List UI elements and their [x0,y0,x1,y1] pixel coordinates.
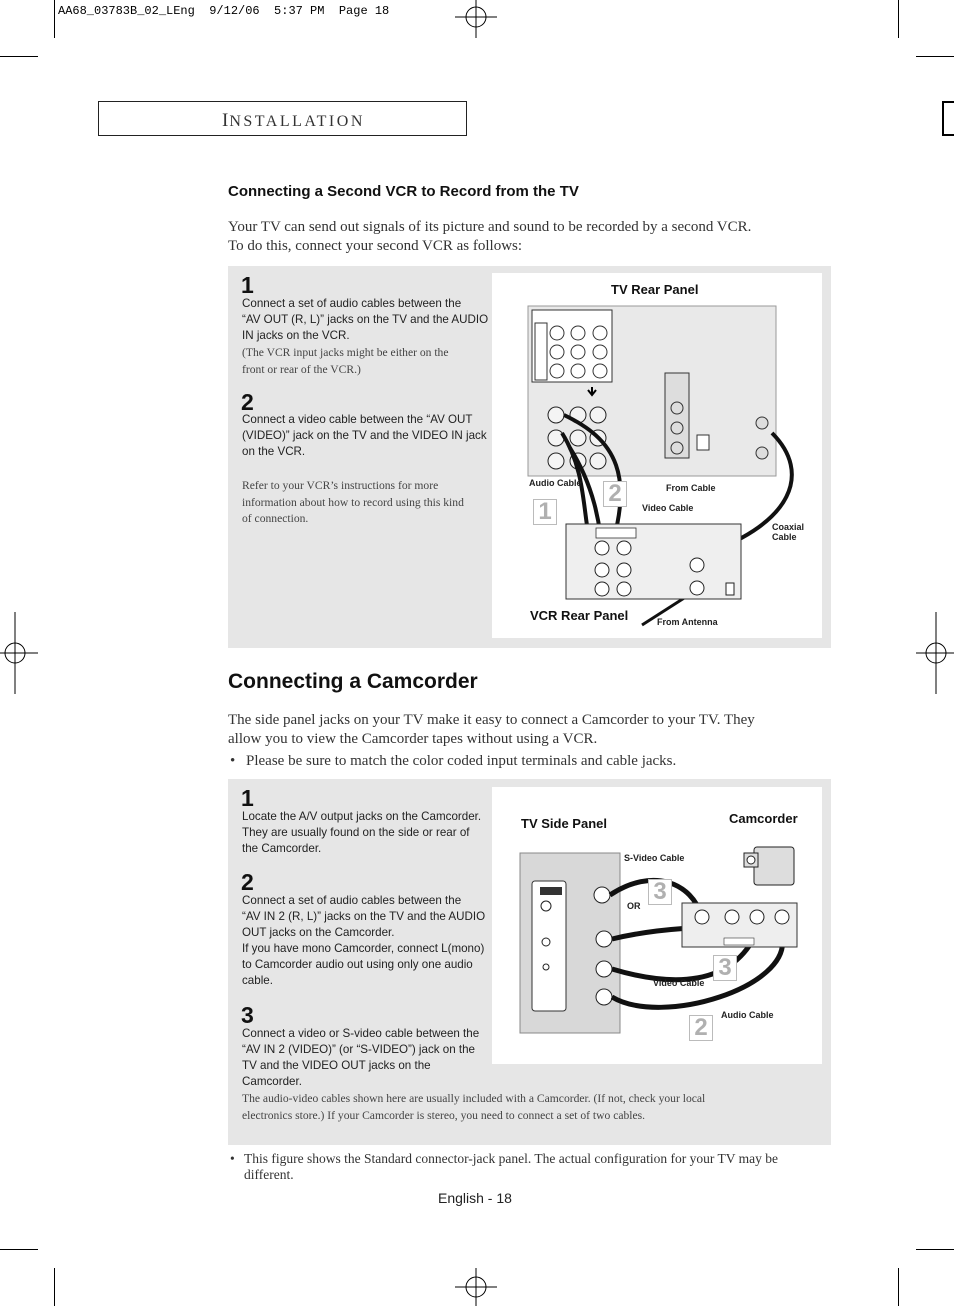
registration-mark [0,612,38,694]
crop-mark [0,1249,38,1250]
callout-number: 2 [689,1015,713,1041]
video-cable-label: Video Cable [653,978,705,988]
vcr-intro-line1: Your TV can send out signals of its picture and sound to be recorded by a second VCR. [228,219,752,235]
camcorder-step3-line: Connect a video or S-video cable between the [242,1027,480,1040]
vcr-step2-note-line: information about how to record using this kind [242,495,464,509]
camcorder-intro-line1: The side panel jacks on your TV make it easy to connect a Camcorder to your TV. They [228,712,755,728]
audio-cable-label: Audio Cable [721,1010,774,1020]
svideo-cable-label: S-Video Cable [624,853,685,863]
camcorder-step3-line: TV and the VIDEO OUT jacks on the [242,1059,431,1072]
registration-mark [916,612,954,694]
crop-mark [54,1268,55,1306]
coaxial-cable-label-line: Coaxial [772,522,805,532]
camcorder-step1-line: Locate the A/V output jacks on the Camcorder. [242,810,482,823]
vcr-step2-note-line: of connection. [242,512,309,525]
camcorder-note [242,1091,822,1124]
registration-mark [455,0,497,38]
camcorder-bullet: Please be sure to match the color coded input terminals and cable jacks. [246,753,677,769]
from-cable-label: From Cable [666,483,716,493]
camcorder-step2-line: OUT jacks on the Camcorder. [242,926,395,939]
camcorder-section-title: Connecting a Camcorder [228,670,478,693]
callout-number: 3 [713,955,737,981]
camcorder-step3-text [242,1026,492,1090]
bottom-bullet-line: different. [244,1167,294,1182]
camcorder-label: Camcorder [729,811,798,826]
vcr-step1-number: 1 [241,272,254,298]
bottom-bullet [244,1151,834,1183]
camcorder-note-line: electronics store.) If your Camcorder is stereo, you need to connect a set of two cables. [242,1108,646,1122]
camcorder-step2-line: to Camcorder audio out using only one audio [242,958,473,971]
vcr-rear-panel-shape [566,524,741,599]
camcorder-step3-line: Camcorder. [242,1075,302,1088]
camcorder-step3-number: 3 [241,1002,254,1028]
vcr-step1-note-line: front or rear of the VCR.) [242,362,361,376]
section-rest: NSTALLATION [229,113,365,130]
crop-mark [0,56,38,57]
vcr-step2-note-line: Refer to your VCR’s instructions for more [242,479,439,492]
tv-side-panel-label: TV Side Panel [521,816,607,831]
audio-cable-label: Audio Cable [529,478,582,488]
vcr-step1-line: Connect a set of audio cables between the [242,297,462,310]
camcorder-step1-number: 1 [241,785,254,811]
video-cable-label: Video Cable [642,503,694,513]
or-label: OR [627,901,641,911]
vcr-step1-line: IN jacks on the VCR. [242,329,350,342]
camcorder-intro-line2: allow you to view the Camcorder tapes without using a VCR. [228,731,598,747]
crop-mark [898,1268,899,1306]
section-first-letter: I [222,110,230,131]
vcr-step2-line: Connect a video cable between the “AV OUT [242,413,473,426]
vcr-section-title: Connecting a Second VCR to Record from the TV [228,183,579,200]
audio-cable-line [612,937,783,1007]
print-slug: AA68_03783B_02_LEng 9/12/06 5:37 PM Page 18 [58,4,390,18]
camcorder-step2-line: Connect a set of audio cables between the [242,894,462,907]
bullet-icon: • [230,753,236,769]
camcorder-step2-line: cable. [242,974,273,987]
camcorder-step2-number: 2 [241,869,254,895]
camcorder-step1-text [242,809,492,857]
crop-mark [898,0,899,38]
camcorder-step2-text [242,893,492,989]
tv-rear-panel-label: TV Rear Panel [611,282,699,297]
vcr-intro-line2: To do this, connect your second VCR as follows: [228,238,523,254]
crop-mark [54,0,55,38]
vcr-step1-note [242,345,449,378]
camcorder-note-line: The audio-video cables shown here are usually included with a Camcorder. (If not, check your local [242,1092,706,1105]
camcorder-step2-line: If you have mono Camcorder, connect L(mono) [242,942,485,955]
callout-number: 1 [533,499,557,525]
camcorder-step1-line: the Camcorder. [242,842,322,855]
coaxial-cable-label-line: Cable [772,532,797,542]
crop-mark [916,1249,954,1250]
vcr-step2-line: on the VCR. [242,445,306,458]
vcr-step1-note-line: (The VCR input jacks might be either on the [242,346,449,359]
from-antenna-label: From Antenna [657,617,718,627]
camcorder-step2-line: “AV IN 2 (R, L)” jacks on the TV and the AUDIO [242,910,486,923]
crop-mark [916,56,954,57]
coaxial-cable-label [772,522,804,542]
vcr-step1-text [242,296,492,344]
vcr-step2-number: 2 [241,389,254,415]
vcr-step1-line: “AV OUT (R, L)” jacks on the TV and the AUDIO [242,313,489,326]
camcorder-step3-line: “AV IN 2 (VIDEO)” (or “S-VIDEO”) jack on the [242,1043,475,1056]
bottom-bullet-line: This figure shows the Standard connector-jack panel. The actual configuration for your TV may be [244,1151,778,1166]
callout-number: 2 [603,481,627,507]
registration-mark [455,1268,497,1306]
vcr-connection-diagram [492,273,822,638]
section-header [222,110,365,132]
bullet-icon: • [230,1151,235,1166]
vcr-step2-line: (VIDEO)” jack on the TV and the VIDEO IN jack [242,429,487,442]
vcr-rear-panel-label: VCR Rear Panel [530,608,629,623]
edge-tab [942,101,954,136]
callout-number: 3 [648,879,672,905]
camcorder-icon [744,847,794,885]
camcorder-step1-line: They are usually found on the side or rear of [242,826,470,839]
vcr-step2-note [242,478,464,528]
vcr-step2-text [242,412,492,460]
page-footer: English - 18 [438,1190,512,1206]
